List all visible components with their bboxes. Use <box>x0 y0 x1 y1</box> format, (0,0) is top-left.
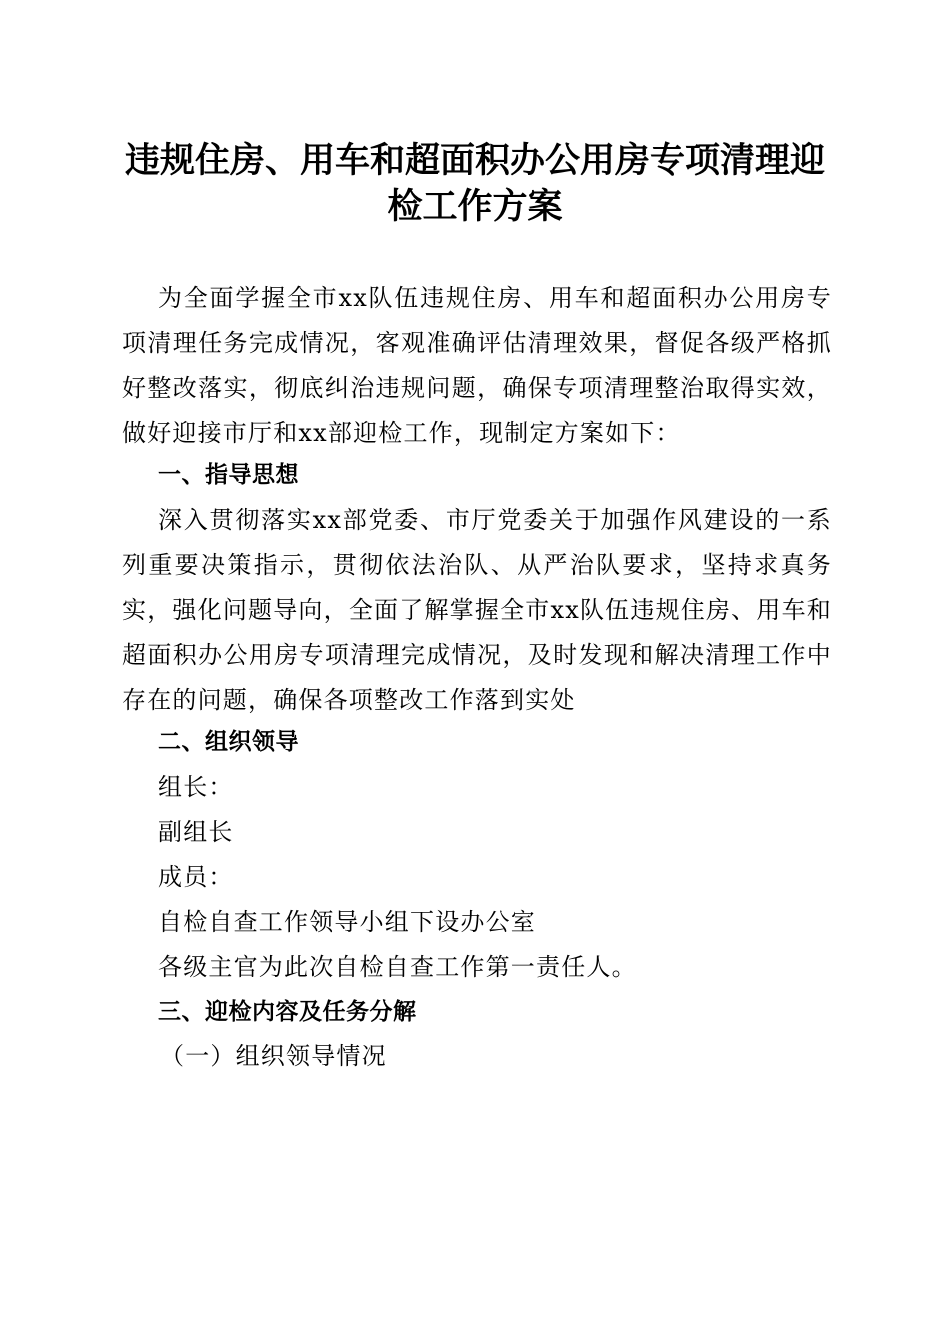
section-3-heading: 三、迎检内容及任务分解 <box>158 999 417 1025</box>
responsibility-line: 各级主官为此次自检自查工作第一责任人。 <box>158 953 637 981</box>
document-title-line-2: 检工作方案 <box>387 186 563 227</box>
deputy-leader-line: 副组长 <box>158 818 234 846</box>
document-title-line-1: 违规住房、用车和超面积办公用房专项清理迎 <box>124 140 825 181</box>
members-line: 成员： <box>158 863 234 891</box>
office-line: 自检自查工作领导小组下设办公室 <box>158 908 536 936</box>
section-3-subheading-1: （一）组织领导情况 <box>160 1042 387 1070</box>
leader-line: 组长： <box>158 773 234 801</box>
intro-paragraph: 为全面学握全市xx队伍违规住房、用车和超面积办公用房专项清理任务完成情况，客观准确评估清理效果，督促各级严格抓好整改落实，彻底纠治违规问题，确保专项清理整治取得实效，做好迎接市厅和xx部迎检工作，现制定方案如下： <box>122 284 832 447</box>
section-1-heading: 一、指导思想 <box>158 462 299 488</box>
section-2-heading: 二、组织领导 <box>158 729 299 755</box>
section-1-body: 深入贯彻落实xx部党委、市厅党委关于加强作风建设的一系列重要决策指示，贯彻依法治队、从严治队要求，坚持求真务实，强化问题导向，全面了解掌握全市xx队伍违规住房、用车和超面积办公用房专项清理完成情况，及时发现和解决清理工作中存在的问题，确保各项整改工作落到实处 <box>122 506 832 714</box>
